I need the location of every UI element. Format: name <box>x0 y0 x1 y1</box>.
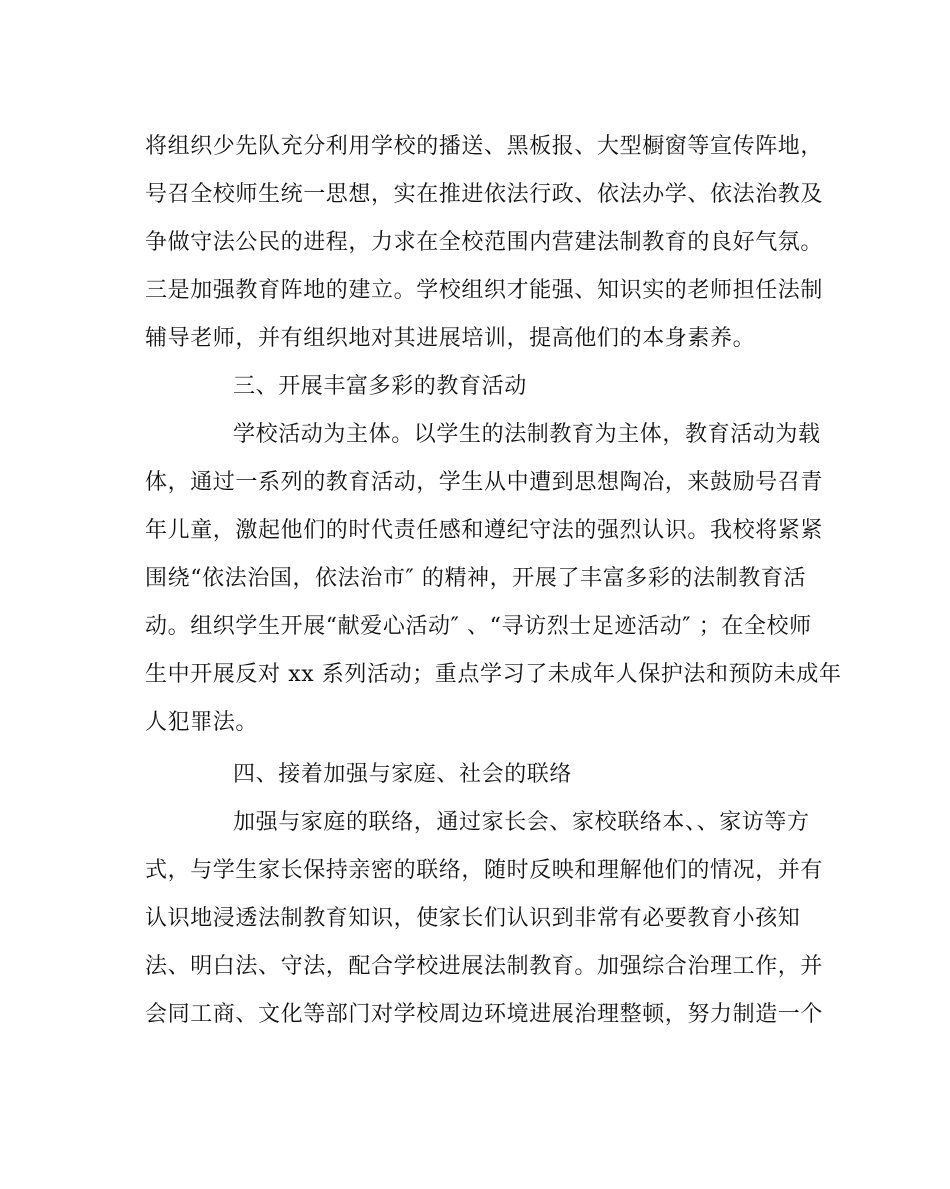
text-line: 人犯罪法。 <box>145 710 259 735</box>
section-heading: 三、开展丰富多彩的教育活动 <box>233 374 527 399</box>
text-line: 认识地浸透法制教育知识，使家长们认识到非常有必要教育小孩知 <box>145 906 801 931</box>
text-line: 会同工商、文化等部门对学校周边环境进展治理整顿，努力制造一个 <box>145 1002 824 1027</box>
text-line: 将组织少先队充分利用学校的播送、黑板报、大型橱窗等宣传阵地， <box>145 134 824 159</box>
text-line: 围绕“依法治国，依法治市″ 的精神，开展了丰富多彩的法制教育活 <box>145 566 807 591</box>
text-line: 动。组织学生开展“献爱心活动″ 、“寻访烈士足迹活动″ ；在全校师 <box>145 614 812 639</box>
paragraph-first-line: 学校活动为主体。以学生的法制教育为主体，教育活动为载 <box>233 422 821 447</box>
text-line: 年儿童，激起他们的时代责任感和遵纪守法的强烈认识。我校将紧紧 <box>145 518 824 543</box>
text-line: 体，通过一系列的教育活动，学生从中遭到思想陶冶，来鼓励号召青 <box>145 470 824 495</box>
text-line: 生中开展反对 xx 系列活动；重点学习了未成年人保护法和预防未成年 <box>145 662 842 687</box>
text-line: 号召全校师生统一思想，实在推进依法行政、依法办学、依法治教及 <box>145 182 824 207</box>
text-line: 争做守法公民的进程，力求在全校范围内营建法制教育的良好气氛。 <box>145 230 824 255</box>
text-line: 辅导老师，并有组织地对其进展培训，提高他们的本身素养。 <box>145 326 756 351</box>
paragraph-first-line: 加强与家庭的联络，通过家长会、家校联络本、、家访等方 <box>233 810 810 835</box>
text-line: 三是加强教育阵地的建立。学校组织才能强、知识实的老师担任法制 <box>145 278 824 303</box>
text-line: 式，与学生家长保持亲密的联络，随时反映和理解他们的情况，并有 <box>145 858 824 883</box>
text-line: 法、明白法、守法，配合学校进展法制教育。加强综合治理工作，并 <box>145 954 824 979</box>
section-heading: 四、接着加强与家庭、社会的联络 <box>233 762 573 787</box>
